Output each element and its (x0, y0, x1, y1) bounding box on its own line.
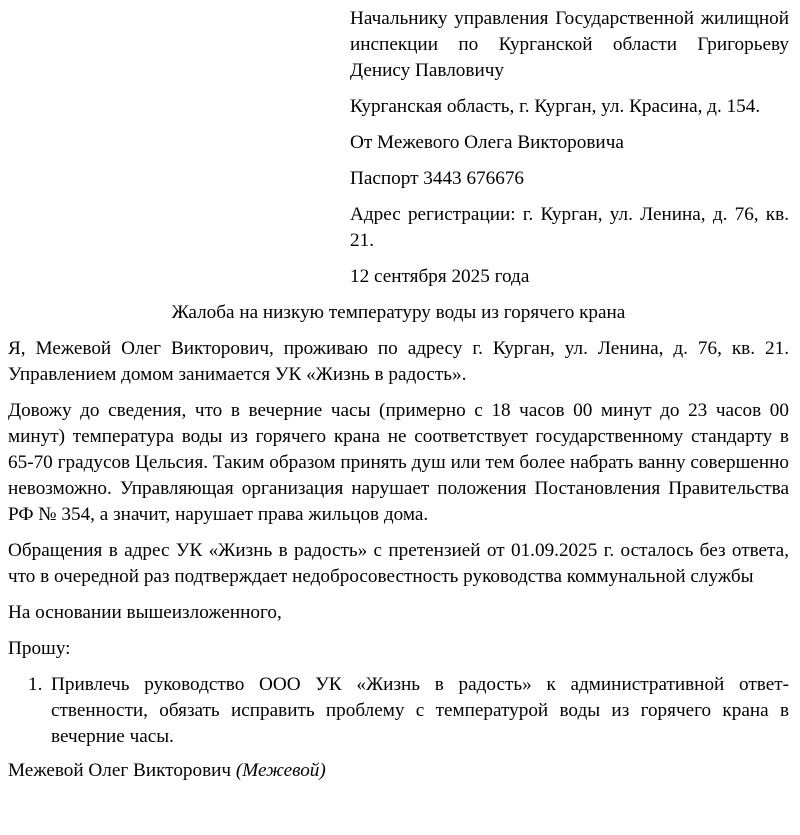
document-header (350, 6, 789, 290)
complaint-document (8, 6, 789, 784)
document-date: 12 сентября 2025 года (350, 266, 530, 287)
sender-name: От Межевого Олега Викторовича (350, 132, 624, 153)
body-paragraph-problem: Довожу до сведения, что в вечерние часы (примерно с 18 часов 00 минут до 23 часов 00 минут) температура воды из горячего крана не соответствует государственному стандарту в 65-70 градусов Цельсия. Таким образом принять душ или тем более набрать ванну совершенно невозможно. Управляющая организация нарушает положения Постановления Правительства РФ № 354, а значит, нарушает права жильцов дома. (8, 400, 789, 525)
addressee-address: Курганская область, г. Курган, ул. Красина, д. 154. (350, 96, 761, 117)
body-paragraph-request-intro: Прошу: (8, 638, 71, 659)
sender-passport: Паспорт 3443 676676 (350, 168, 525, 189)
signature-handwritten: (Межевой) (235, 760, 326, 781)
request-list (8, 672, 789, 750)
sender-registration: Адрес регистрации: г. Курган, ул. Ленина, д. 76, кв. 21. (350, 204, 789, 251)
document-body (8, 336, 789, 662)
body-paragraph-residence: Я, Межевой Олег Викторович, проживаю по адресу г. Курган, ул. Ленина, д. 76, кв. 21. Управлением домом занимается УК «Жизнь в радость». (8, 338, 789, 385)
body-paragraph-prior-claim: Обращения в адрес УК «Жизнь в радость» с претензией от 01.09.2025 г. осталось без ответа, что в очередной раз подтверждает недобросовестность руководства коммунальной службы (8, 540, 789, 587)
signature-name: Межевой Олег Викторович (8, 760, 232, 781)
request-item (8, 672, 789, 750)
body-paragraph-basis: На основании вышеизложенного, (8, 602, 282, 623)
addressee: Начальнику управления Государственной жилищной инспекции по Курганской области Григорьеву Денису Павловичу (350, 8, 789, 81)
request-item-number: 1. (28, 674, 43, 695)
request-item-text: Привлечь руководство ООО УК «Жизнь в радость» к административной ответственности, обязать исправить проблему с температурой воды из горячего крана в вечерние часы. (51, 674, 789, 747)
document-title: Жалоба на низкую температуру воды из горячего крана (171, 302, 626, 323)
signature-line (8, 758, 789, 784)
